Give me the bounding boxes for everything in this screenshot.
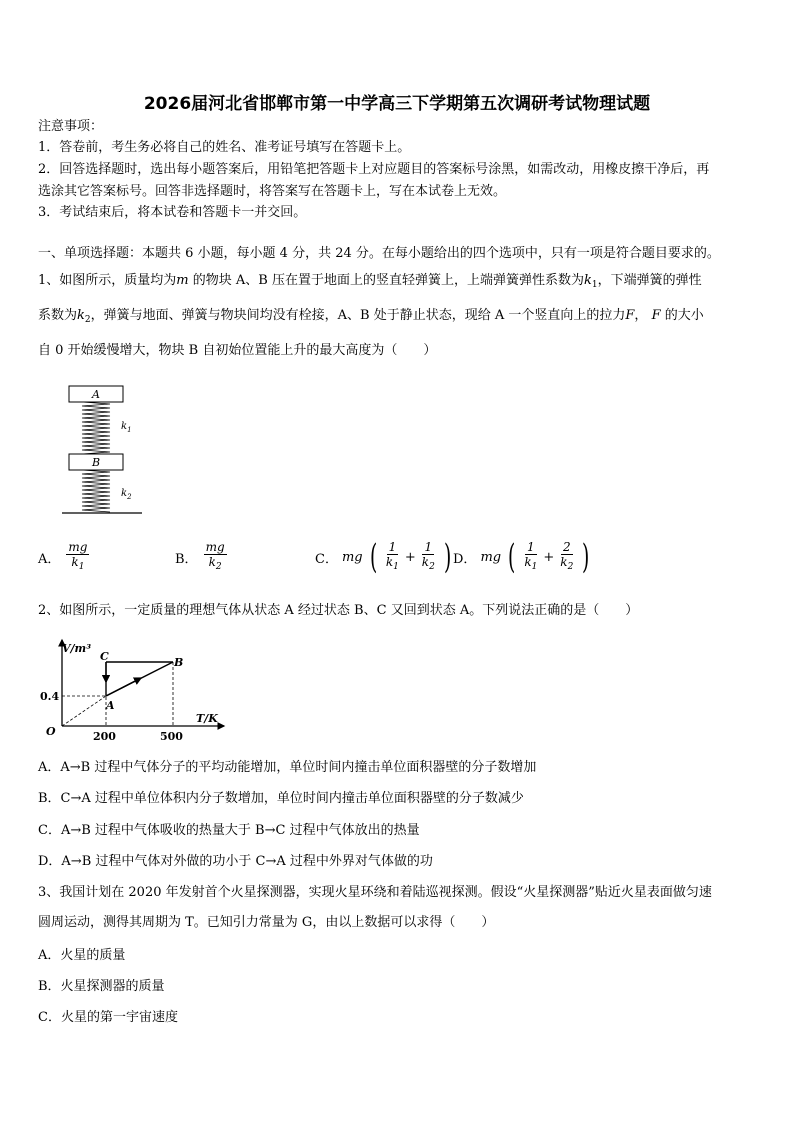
q1-option-a[interactable]: A． $\frac{mg}{k_1}$ (38, 540, 88, 572)
notice-heading: 注意事项： (38, 119, 104, 134)
x-axis-label: T/K (196, 712, 218, 725)
x-tick-200: 200 (93, 730, 116, 743)
block-a-label: A (92, 388, 100, 401)
q2-option-d[interactable]: D．A→B 过程中气体对外做的功小于 C→A 过程中外界对气体做的功 (38, 854, 433, 869)
q2-option-b[interactable]: B．C→A 过程中单位体积内分子数增加，单位时间内撞击单位面积器壁的分子数减少 (38, 791, 524, 806)
notice-item: 3．考试结束后，将本试卷和答题卡一并交回。 (38, 205, 307, 220)
page-title: 2026届河北省邯郸市第一中学高三下学期第五次调研考试物理试题 (143, 94, 651, 114)
q3-option-c[interactable]: C．火星的第一宇宙速度 (38, 1010, 178, 1025)
section-heading: 一、单项选择题：本题共 6 小题，每小题 4 分，共 24 分。在每小题给出的四个选项中，只有一项是符合题目要求的。 (38, 246, 720, 261)
point-b-label: B (174, 656, 184, 669)
block-b-label: B (91, 456, 101, 469)
x-tick-500: 500 (160, 730, 183, 743)
q3-option-a[interactable]: A．火星的质量 (38, 948, 126, 963)
label-k1: $k_1$ (121, 421, 132, 434)
notice-item: 2．回答选择题时，选出每小题答案后，用铅笔把答题卡上对应题目的答案标号涂黑，如需改动，用橡皮擦干净后，再 (38, 162, 710, 177)
origin-label: O (46, 725, 56, 738)
spring-k2 (82, 470, 110, 512)
guide (62, 696, 106, 726)
notice-item: 1．答卷前，考生务必将自己的姓名、准考证号填写在答题卡上。 (38, 140, 411, 155)
q1-line2: 系数为$k_2$，弹簧与地面、弹簧与物块间均没有栓接，A、B 处于静止状态，现给 A 一个竖直向上的拉力F， F 的大小 (38, 308, 704, 325)
y-axis-label: V/m³ (62, 642, 92, 655)
q2-option-a[interactable]: A．A→B 过程中气体分子的平均动能增加，单位时间内撞击单位面积器壁的分子数增加 (38, 760, 537, 775)
label-k2: $k_2$ (121, 488, 132, 501)
y-tick-04: 0.4 (40, 690, 60, 703)
arrow-a-b (106, 678, 141, 696)
q2-stem: 2、如图所示，一定质量的理想气体从状态 A 经过状态 B、C 又回到状态 A。下列说法正确的是（ ） (38, 603, 639, 618)
q2-option-c[interactable]: C．A→B 过程中气体吸收的热量大于 B→C 过程中气体放出的热量 (38, 823, 420, 838)
spring-k1 (82, 402, 110, 454)
q1-spring-figure (60, 382, 145, 520)
point-c-label: C (100, 650, 109, 663)
q1-line3: 自 0 开始缓慢增大，物块 B 自初始位置能上升的最大高度为（ ） (38, 343, 437, 358)
q1-option-d[interactable]: D． mg ( $\frac{1}{k_1}$ + $\frac{2}{k_2}$ ) (453, 537, 590, 577)
point-a-label: A (106, 699, 115, 712)
q2-vt-graph (40, 636, 230, 744)
q3-line1: 3、我国计划在 2020 年发射首个火星探测器，实现火星环绕和着陆巡视探测。假设“火星探测器”贴近火星表面做匀速 (38, 885, 712, 900)
q1-option-b[interactable]: B． $\frac{mg}{k_2}$ (175, 540, 225, 572)
q1-option-c[interactable]: C． mg ( $\frac{1}{k_1}$ + $\frac{1}{k_2}$ ) (315, 537, 452, 577)
q1-line1: 1、如图所示，质量均为m 的物块 A、B 压在置于地面上的竖直轻弹簧上，上端弹簧弹性系数为$k_1$，下端弹簧的弹性 (38, 273, 702, 290)
q3-option-b[interactable]: B．火星探测器的质量 (38, 979, 165, 994)
notice-item: 选涂其它答案标号。回答非选择题时，将答案写在答题卡上，写在本试卷上无效。 (38, 184, 507, 199)
q3-line2: 圆周运动，测得其周期为 T。已知引力常量为 G，由以上数据可以求得（ ） (38, 915, 495, 930)
